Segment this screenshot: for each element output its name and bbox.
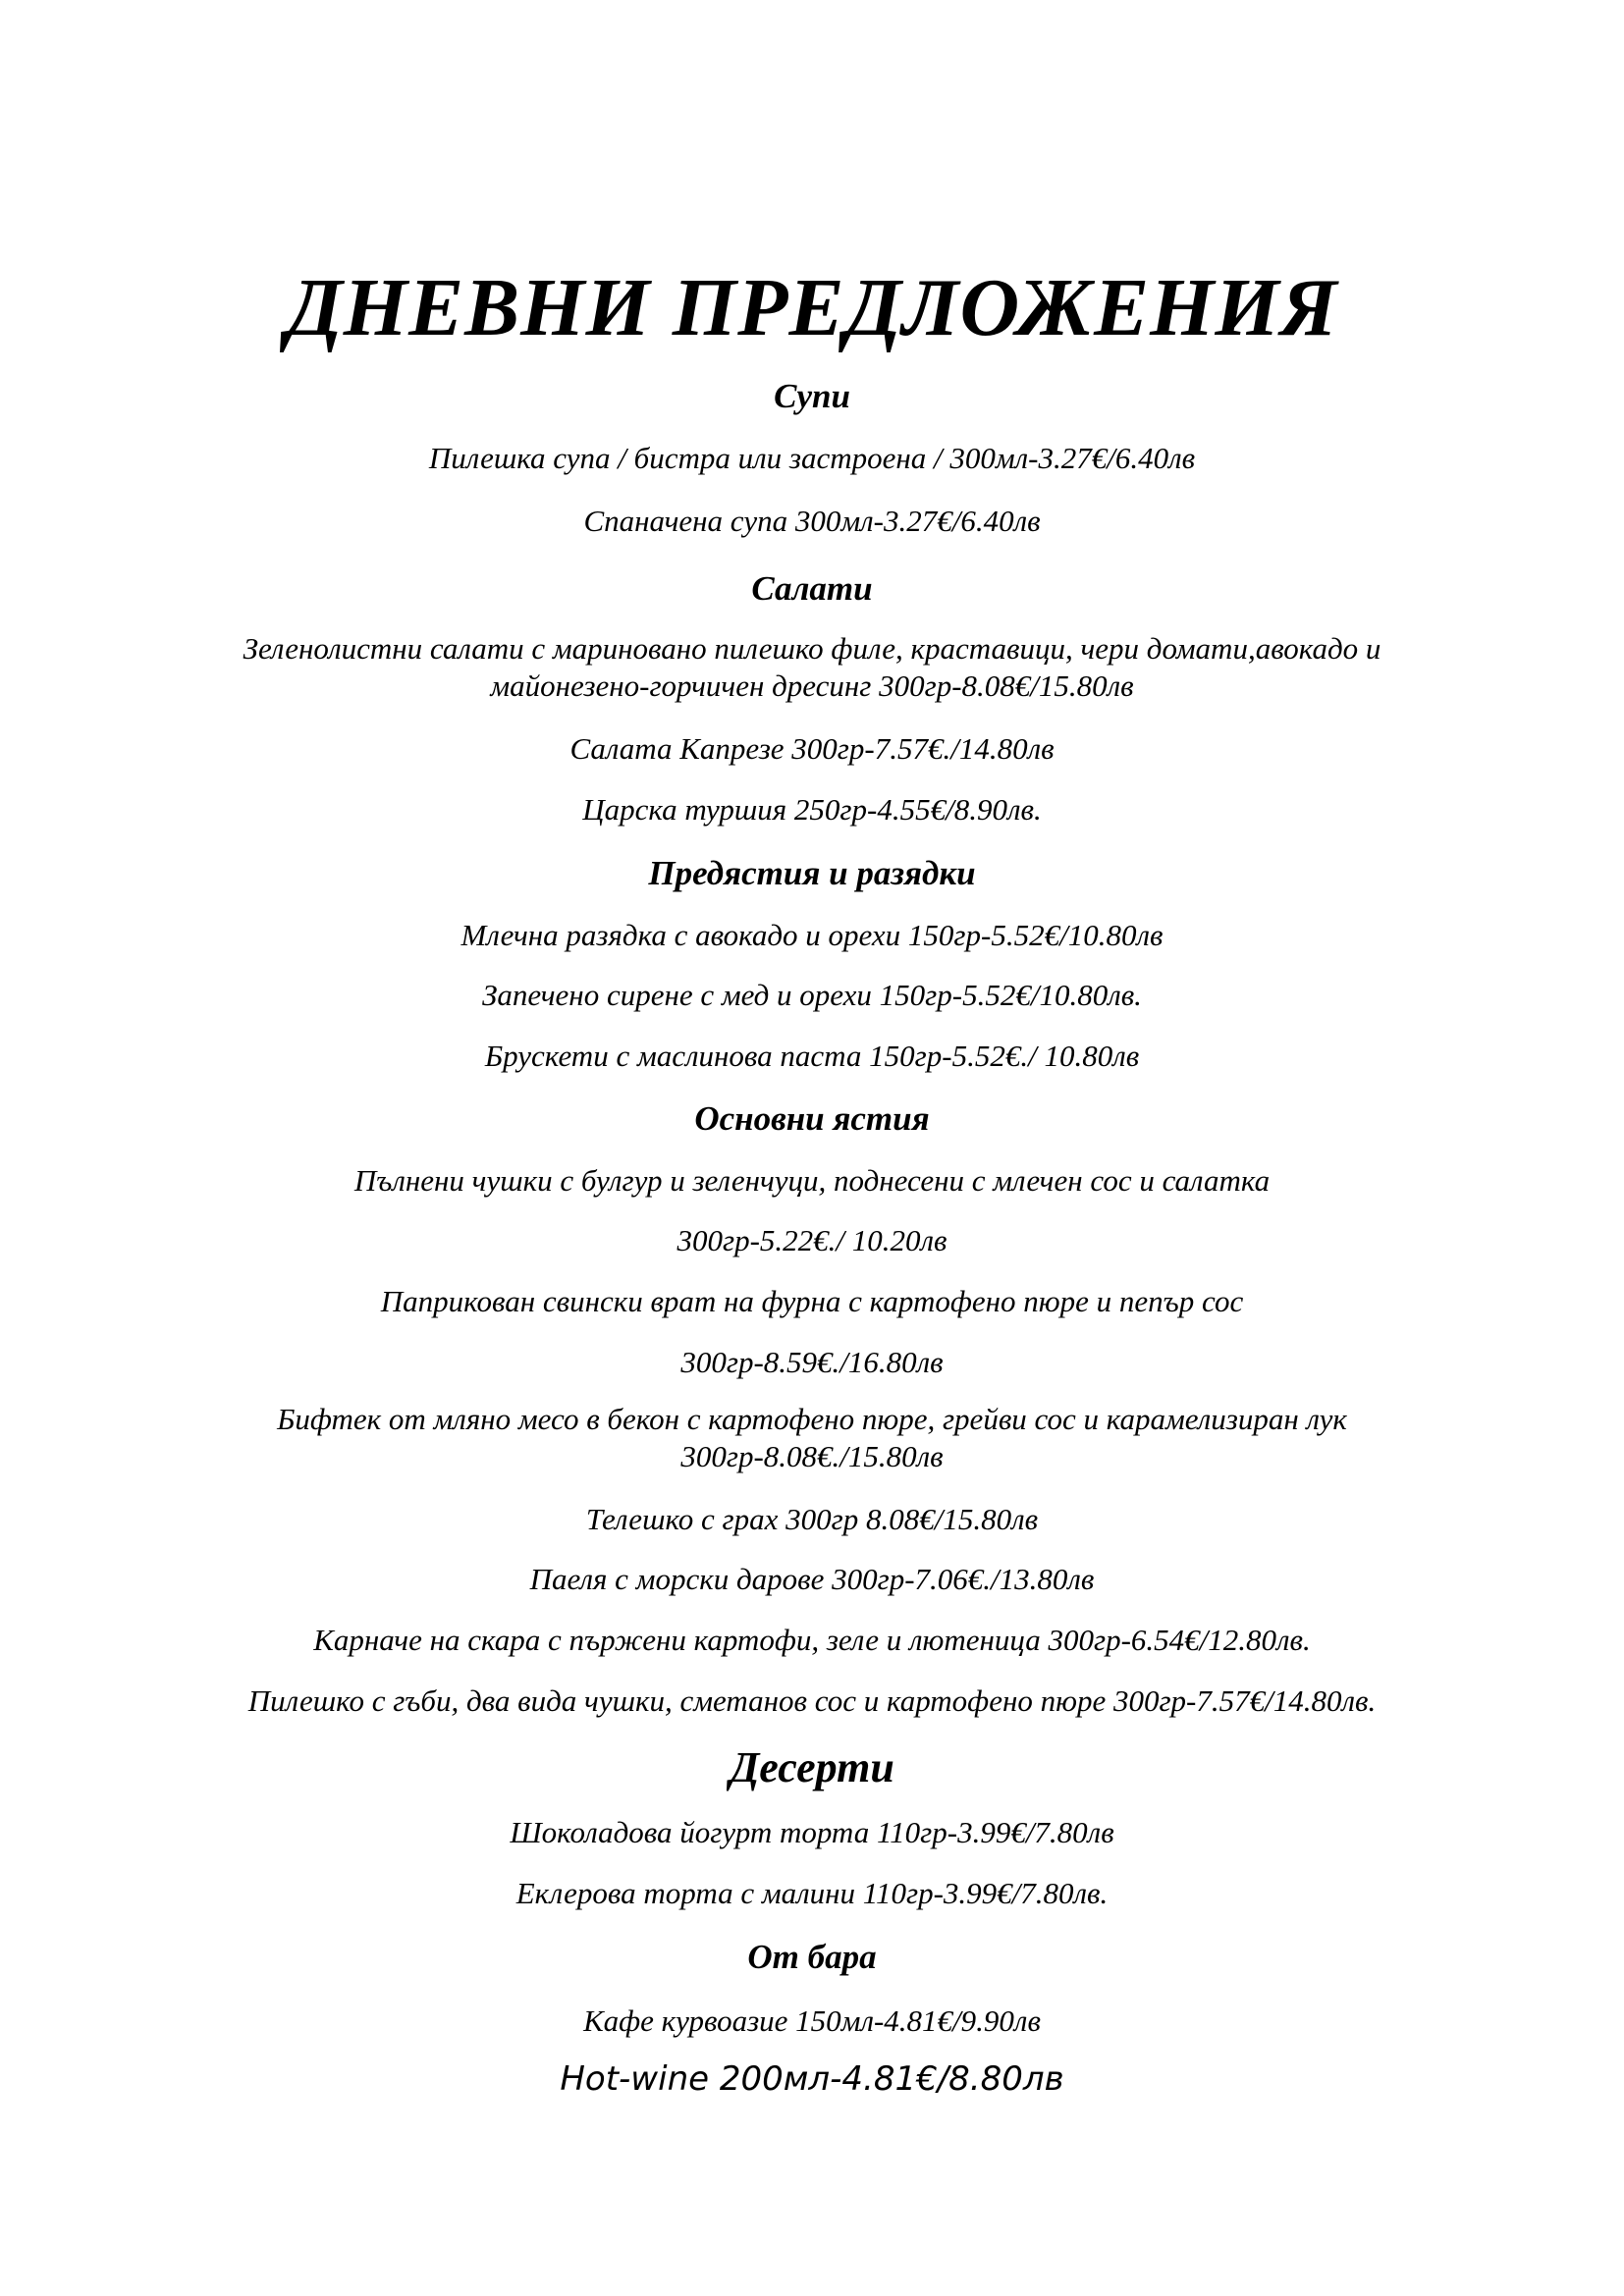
menu-item: Hot-wine 200мл-4.81€/8.80лв xyxy=(560,2059,1064,2099)
menu-item: Еклерова торта с малини 110гр-3.99€/7.80лв. xyxy=(515,1876,1109,1910)
menu-item: Царска туршия 250гр-4.55€/8.90лв. xyxy=(582,792,1042,827)
menu-item: Телешко с грах 300гр 8.08€/15.80лв xyxy=(585,1502,1039,1536)
menu-item: Карначе на скара с пържени картофи, зеле и лютеница 300гр-6.54€/12.80лв. xyxy=(313,1623,1311,1657)
menu-item: Паприкован свински врат на фурна с картофено пюре и пепър сос xyxy=(380,1284,1244,1318)
menu-item: Бифтек от мляно месо в бекон с картофено пюре, грейви сос и карамелизиран лук 300гр-8.08€./15.80лв xyxy=(277,1402,1347,1473)
menu-item: Запечено сирене с мед и орехи 150гр-5.52€/10.80лв. xyxy=(482,978,1142,1012)
section-heading-starters: Предястия и разядки xyxy=(648,854,976,892)
menu-item: Пилешка супа / бистра или застроена / 300мл-3.27€/6.40лв xyxy=(428,441,1196,475)
menu-item: Брускети с маслинова паста 150гр-5.52€./ 10.80лв xyxy=(484,1039,1140,1073)
menu-item: Пилешко с гъби, два вида чушки, сметанов сос и картофено пюре 300гр-7.57€/14.80лв. xyxy=(247,1683,1377,1718)
page-title: ДНЕВНИ ПРЕДЛОЖЕНИЯ xyxy=(286,262,1338,353)
section-heading-desserts: Десерти xyxy=(730,1743,894,1791)
menu-item-price: 300гр-8.59€./16.80лв xyxy=(680,1345,944,1379)
section-heading-soups: Супи xyxy=(774,377,850,415)
menu-item: Шоколадова йогурт торта 110гр-3.99€/7.80лв xyxy=(510,1815,1114,1849)
menu-item: Паеля с морски дарове 300гр-7.06€./13.80лв xyxy=(529,1562,1095,1596)
menu-item: Пълнени чушки с булгур и зеленчуци, поднесени с млечен сос и салатка xyxy=(353,1163,1271,1198)
section-heading-salads: Салати xyxy=(751,569,873,608)
menu-item: Зеленолистни салати с мариновано пилешко филе, краставици, чери домати,авокадо и майонезено-горчичен дресинг 300гр-8.08€/15.80лв xyxy=(243,631,1381,703)
menu-item: Салата Капрезе 300гр-7.57€./14.80лв xyxy=(569,731,1055,766)
menu-item: Млечна разядка с авокадо и орехи 150гр-5.52€/10.80лв xyxy=(460,918,1164,952)
menu-item: Кафе курвоазие 150мл-4.81€/9.90лв xyxy=(583,2003,1041,2038)
menu-item: Спаначена супа 300мл-3.27€/6.40лв xyxy=(583,504,1041,538)
menu-item-price: 300гр-5.22€./ 10.20лв xyxy=(677,1223,947,1257)
section-heading-main-courses: Основни ястия xyxy=(694,1099,930,1138)
section-heading-bar: От бара xyxy=(747,1938,877,1976)
